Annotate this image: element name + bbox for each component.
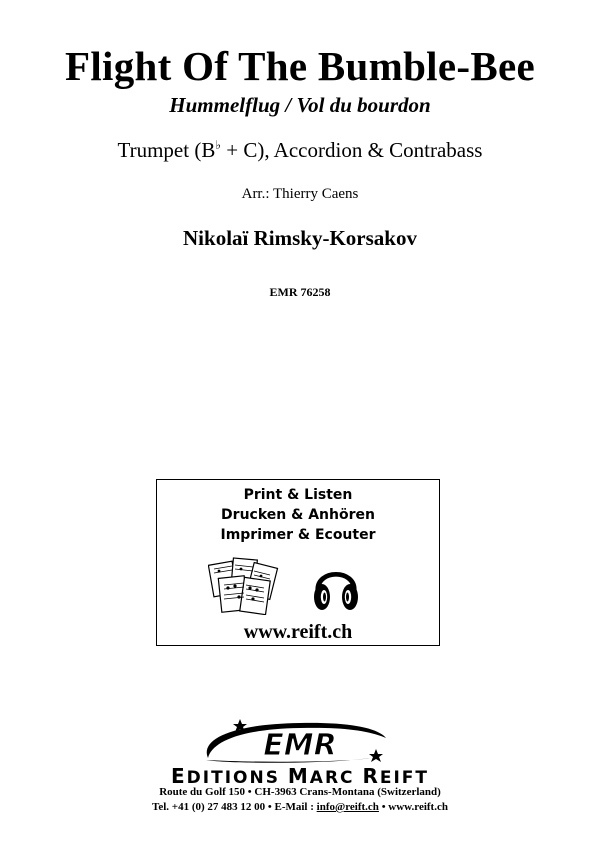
publisher-initial-m: M	[287, 764, 310, 788]
flat-sign: ♭	[215, 138, 221, 152]
print-listen-box	[156, 479, 440, 646]
publisher-initial-r: R	[362, 764, 380, 788]
instrumentation	[0, 138, 600, 163]
subtitle: Hummelflug / Vol du bourdon	[169, 93, 431, 117]
promo-line-french: Imprimer & Ecouter	[220, 527, 376, 543]
publisher-name-part1: DITIONS	[186, 768, 288, 788]
star-icon	[369, 749, 383, 762]
publisher-initial-e: E	[171, 764, 187, 788]
address-line: Route du Golf 150 • CH-3963 Crans-Montana (Switzerland)	[159, 786, 441, 798]
website-url[interactable]: www.reift.ch	[243, 621, 353, 643]
instrumentation-part2: + C), Accordion & Contrabass	[221, 138, 483, 162]
composer: Nikolaï Rimsky-Korsakov	[183, 226, 417, 250]
publisher-name	[0, 764, 600, 788]
headphones-icon	[312, 557, 360, 613]
emr-logo	[200, 716, 400, 764]
publisher-name-part3: EIFT	[379, 768, 429, 788]
email-link[interactable]: info@reift.ch	[316, 801, 379, 813]
logo-text: EMR	[263, 728, 337, 763]
publisher-name-part2: ARC	[309, 768, 363, 788]
sheet-music-icon	[208, 555, 282, 615]
catalog-code: EMR 76258	[269, 285, 331, 299]
promo-icons	[157, 555, 439, 619]
title: Flight Of The Bumble-Bee	[65, 43, 535, 89]
promo-line-english: Print & Listen	[243, 487, 353, 503]
arranger: Arr.: Thierry Caens	[241, 186, 359, 202]
instrumentation-part1: Trumpet (B	[117, 138, 216, 162]
website-text: • www.reift.ch	[378, 801, 448, 813]
contact-line	[0, 801, 600, 813]
promo-line-german: Drucken & Anhören	[221, 507, 375, 523]
phone-text: Tel. +41 (0) 27 483 12 00 • E-Mail :	[152, 801, 317, 813]
